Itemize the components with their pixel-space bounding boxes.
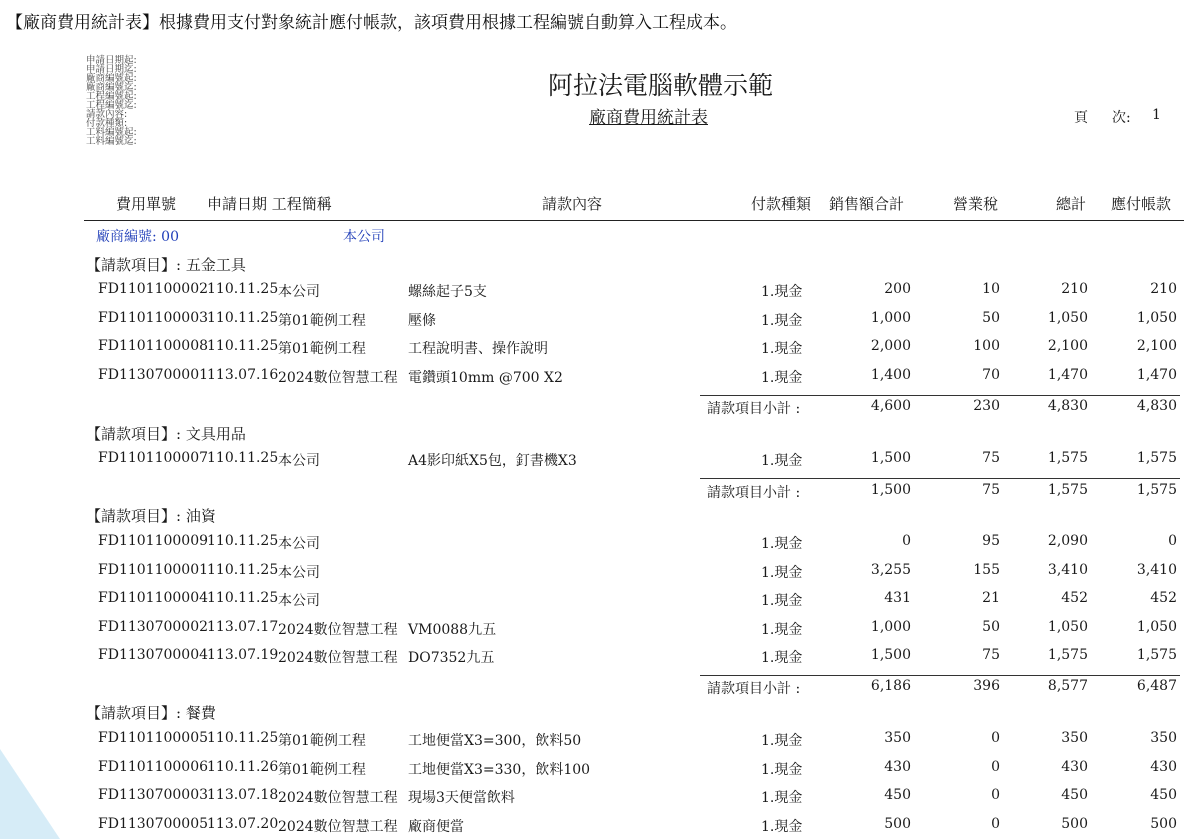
subtotal-total-cell: 1,575 <box>1047 482 1088 498</box>
header-tax: 營業稅 <box>953 195 999 213</box>
section-title: 【請款項目】: 油資 <box>86 507 216 525</box>
row-payable-cell: 1,470 <box>1136 367 1177 383</box>
header-doc-no: 費用單號 <box>116 195 177 213</box>
row-proj-cell: 第01範例工程 <box>278 313 366 329</box>
row-pay-cell: 1.現金 <box>761 622 803 638</box>
subtotal-tax-cell: 230 <box>973 398 1000 414</box>
row-payable-cell: 0 <box>1168 533 1177 549</box>
row-proj-cell: 本公司 <box>278 453 320 469</box>
row-date-cell: 110.11.25 <box>207 338 279 354</box>
subtotal-tax-cell: 396 <box>973 678 1000 694</box>
subtotal-payable-cell: 6,487 <box>1136 678 1177 694</box>
row-sales-cell: 450 <box>884 787 911 803</box>
row-pay-cell: 1.現金 <box>761 565 803 581</box>
row-payable-cell: 2,100 <box>1136 338 1177 354</box>
filter-label: 廠商編號迄: <box>86 82 137 93</box>
row-sales-cell: 1,000 <box>870 619 911 635</box>
row-doc-cell: FD1101100003 <box>98 310 209 326</box>
subtotal-sales-cell: 4,600 <box>870 398 911 414</box>
row-sales-cell: 2,000 <box>870 338 911 354</box>
row-tax-cell: 10 <box>982 281 1000 297</box>
row-pay-cell: 1.現金 <box>761 341 803 357</box>
row-date-cell: 110.11.25 <box>207 281 279 297</box>
row-content-cell: 工地便當X3=330，飲料100 <box>408 762 591 778</box>
subtotal-payable-cell: 1,575 <box>1136 482 1177 498</box>
row-pay-cell: 1.現金 <box>761 453 803 469</box>
row-doc-cell: FD1101100009 <box>98 533 209 549</box>
section-title: 【請款項目】: 餐費 <box>86 704 216 722</box>
row-tax-cell: 50 <box>982 310 1000 326</box>
row-doc-cell: FD1101100004 <box>98 590 209 606</box>
row-payable-cell: 1,050 <box>1136 310 1177 326</box>
row-doc-cell: FD1101100005 <box>98 730 209 746</box>
row-doc-cell: FD1101100006 <box>98 759 209 775</box>
row-pay-cell: 1.現金 <box>761 370 803 386</box>
row-date-cell: 110.11.25 <box>207 590 279 606</box>
subtotal-total-cell: 8,577 <box>1047 678 1088 694</box>
row-sales-cell: 1,500 <box>870 450 911 466</box>
row-total-cell: 3,410 <box>1047 562 1088 578</box>
subtotal-divider <box>700 478 1180 479</box>
row-sales-cell: 1,500 <box>870 647 911 663</box>
row-date-cell: 110.11.25 <box>207 310 279 326</box>
row-content-cell: 壓條 <box>408 313 436 329</box>
filter-label: 申請日期起: <box>86 55 137 66</box>
row-total-cell: 430 <box>1061 759 1088 775</box>
filter-label: 工料編號迄: <box>86 136 137 147</box>
row-proj-cell: 2024數位智慧工程 <box>278 819 398 835</box>
report-title: 廠商費用統計表 <box>589 108 708 128</box>
row-payable-cell: 210 <box>1150 281 1177 297</box>
subtotal-total-cell: 4,830 <box>1047 398 1088 414</box>
row-date-cell: 110.11.25 <box>207 450 279 466</box>
header-sales: 銷售額合計 <box>829 195 905 213</box>
subtotal-label: 請款項目小計 : <box>707 681 801 697</box>
row-date-cell: 113.07.17 <box>207 619 279 635</box>
row-content-cell: 廠商便當 <box>408 819 464 835</box>
row-proj-cell: 2024數位智慧工程 <box>278 650 398 666</box>
row-proj-cell: 第01範例工程 <box>278 341 366 357</box>
row-sales-cell: 3,255 <box>870 562 911 578</box>
filter-label: 工料編號起: <box>86 127 137 138</box>
row-doc-cell: FD1101100001 <box>98 562 209 578</box>
row-tax-cell: 0 <box>991 730 1000 746</box>
subtotal-payable-cell: 4,830 <box>1136 398 1177 414</box>
row-total-cell: 500 <box>1061 816 1088 832</box>
row-proj-cell: 本公司 <box>278 284 320 300</box>
page-number: 1 <box>1152 107 1161 123</box>
row-tax-cell: 70 <box>982 367 1000 383</box>
row-payable-cell: 450 <box>1150 787 1177 803</box>
row-sales-cell: 1,000 <box>870 310 911 326</box>
row-sales-cell: 431 <box>884 590 911 606</box>
row-doc-cell: FD1130700001 <box>98 367 209 383</box>
row-sales-cell: 350 <box>884 730 911 746</box>
row-total-cell: 1,575 <box>1047 450 1088 466</box>
subtotal-divider <box>700 675 1180 676</box>
row-total-cell: 350 <box>1061 730 1088 746</box>
subtotal-divider <box>700 395 1180 396</box>
row-sales-cell: 200 <box>884 281 911 297</box>
row-content-cell: 工地便當X3=300，飲料50 <box>408 733 582 749</box>
row-tax-cell: 0 <box>991 787 1000 803</box>
row-tax-cell: 155 <box>973 562 1000 578</box>
row-proj-cell: 2024數位智慧工程 <box>278 370 398 386</box>
row-doc-cell: FD1130700003 <box>98 787 209 803</box>
row-total-cell: 1,575 <box>1047 647 1088 663</box>
row-total-cell: 2,100 <box>1047 338 1088 354</box>
row-payable-cell: 1,050 <box>1136 619 1177 635</box>
row-content-cell: DO7352九五 <box>408 650 495 666</box>
row-tax-cell: 21 <box>982 590 1000 606</box>
header-divider <box>84 220 1184 221</box>
row-payable-cell: 3,410 <box>1136 562 1177 578</box>
header-content: 請款內容 <box>542 195 603 213</box>
row-total-cell: 452 <box>1061 590 1088 606</box>
corner-decoration <box>0 749 60 839</box>
subtotal-label: 請款項目小計 : <box>707 401 801 417</box>
row-content-cell: 螺絲起子5支 <box>408 284 487 300</box>
row-proj-cell: 本公司 <box>278 593 320 609</box>
row-pay-cell: 1.現金 <box>761 650 803 666</box>
row-proj-cell: 2024數位智慧工程 <box>278 790 398 806</box>
row-doc-cell: FD1101100008 <box>98 338 209 354</box>
vendor-id: 廠商編號: 00 <box>96 229 179 245</box>
row-proj-cell: 2024數位智慧工程 <box>278 622 398 638</box>
row-payable-cell: 500 <box>1150 816 1177 832</box>
header-total: 總計 <box>1056 195 1087 213</box>
row-proj-cell: 本公司 <box>278 536 320 552</box>
filter-label: 工程編號迄: <box>86 100 137 111</box>
page-caption: 【廠商費用統計表】根據費用支付對象統計應付帳款，該項費用根據工程編號自動算入工程成本。 <box>6 13 737 33</box>
row-pay-cell: 1.現金 <box>761 284 803 300</box>
filter-label: 申請日期迄: <box>86 64 137 75</box>
row-payable-cell: 350 <box>1150 730 1177 746</box>
row-doc-cell: FD1101100002 <box>98 281 209 297</box>
header-pay-type: 付款種類 <box>751 195 812 213</box>
row-total-cell: 1,050 <box>1047 310 1088 326</box>
section-title: 【請款項目】: 五金工具 <box>86 256 246 274</box>
row-pay-cell: 1.現金 <box>761 593 803 609</box>
row-date-cell: 113.07.16 <box>207 367 279 383</box>
row-payable-cell: 1,575 <box>1136 647 1177 663</box>
section-title: 【請款項目】: 文具用品 <box>86 425 246 443</box>
row-pay-cell: 1.現金 <box>761 790 803 806</box>
row-date-cell: 110.11.25 <box>207 562 279 578</box>
row-tax-cell: 100 <box>973 338 1000 354</box>
row-content-cell: A4影印紙X5包，釘書機X3 <box>408 453 577 469</box>
filter-label: 工程編號起: <box>86 91 137 102</box>
row-total-cell: 2,090 <box>1047 533 1088 549</box>
row-total-cell: 450 <box>1061 787 1088 803</box>
header-payable: 應付帳款 <box>1111 195 1172 213</box>
row-pay-cell: 1.現金 <box>761 313 803 329</box>
row-pay-cell: 1.現金 <box>761 733 803 749</box>
row-sales-cell: 0 <box>902 533 911 549</box>
subtotal-sales-cell: 6,186 <box>870 678 911 694</box>
page-label-part: 頁 <box>1074 110 1088 126</box>
subtotal-label: 請款項目小計 : <box>707 485 801 501</box>
row-pay-cell: 1.現金 <box>761 536 803 552</box>
row-proj-cell: 第01範例工程 <box>278 762 366 778</box>
row-doc-cell: FD1130700002 <box>98 619 209 635</box>
row-proj-cell: 本公司 <box>278 565 320 581</box>
row-total-cell: 1,050 <box>1047 619 1088 635</box>
row-date-cell: 113.07.19 <box>207 647 279 663</box>
row-content-cell: 現場3天便當飲料 <box>408 790 515 806</box>
row-content-cell: 工程說明書、操作說明 <box>408 341 548 357</box>
row-tax-cell: 50 <box>982 619 1000 635</box>
row-date-cell: 113.07.18 <box>207 787 279 803</box>
row-tax-cell: 0 <box>991 759 1000 775</box>
row-total-cell: 1,470 <box>1047 367 1088 383</box>
filter-label: 廠商編號起: <box>86 73 137 84</box>
header-date-project: 申請日期 工程簡稱 <box>207 195 332 213</box>
row-date-cell: 113.07.20 <box>207 816 279 832</box>
row-total-cell: 210 <box>1061 281 1088 297</box>
subtotal-tax-cell: 75 <box>982 482 1000 498</box>
row-doc-cell: FD1101100007 <box>98 450 209 466</box>
row-tax-cell: 0 <box>991 816 1000 832</box>
filter-label: 付款種類: <box>86 118 128 129</box>
row-date-cell: 110.11.26 <box>207 759 279 775</box>
row-sales-cell: 430 <box>884 759 911 775</box>
subtotal-sales-cell: 1,500 <box>870 482 911 498</box>
row-sales-cell: 500 <box>884 816 911 832</box>
vendor-name: 本公司 <box>343 229 385 245</box>
row-date-cell: 110.11.25 <box>207 730 279 746</box>
filter-criteria <box>86 56 137 146</box>
row-proj-cell: 第01範例工程 <box>278 733 366 749</box>
page-label-part: 次: <box>1112 110 1131 126</box>
row-doc-cell: FD1130700004 <box>98 647 209 663</box>
row-tax-cell: 75 <box>982 450 1000 466</box>
row-content-cell: 電鑽頭10mm @700 X2 <box>408 370 563 386</box>
row-tax-cell: 95 <box>982 533 1000 549</box>
row-pay-cell: 1.現金 <box>761 762 803 778</box>
page-label <box>1074 107 1131 127</box>
row-sales-cell: 1,400 <box>870 367 911 383</box>
row-tax-cell: 75 <box>982 647 1000 663</box>
filter-label: 請款內容: <box>86 109 128 120</box>
row-pay-cell: 1.現金 <box>761 819 803 835</box>
company-name: 阿拉法電腦軟體示範 <box>548 71 774 100</box>
row-payable-cell: 430 <box>1150 759 1177 775</box>
row-doc-cell: FD1130700005 <box>98 816 209 832</box>
row-date-cell: 110.11.25 <box>207 533 279 549</box>
row-content-cell: VM0088九五 <box>408 622 497 638</box>
row-payable-cell: 452 <box>1150 590 1177 606</box>
row-payable-cell: 1,575 <box>1136 450 1177 466</box>
